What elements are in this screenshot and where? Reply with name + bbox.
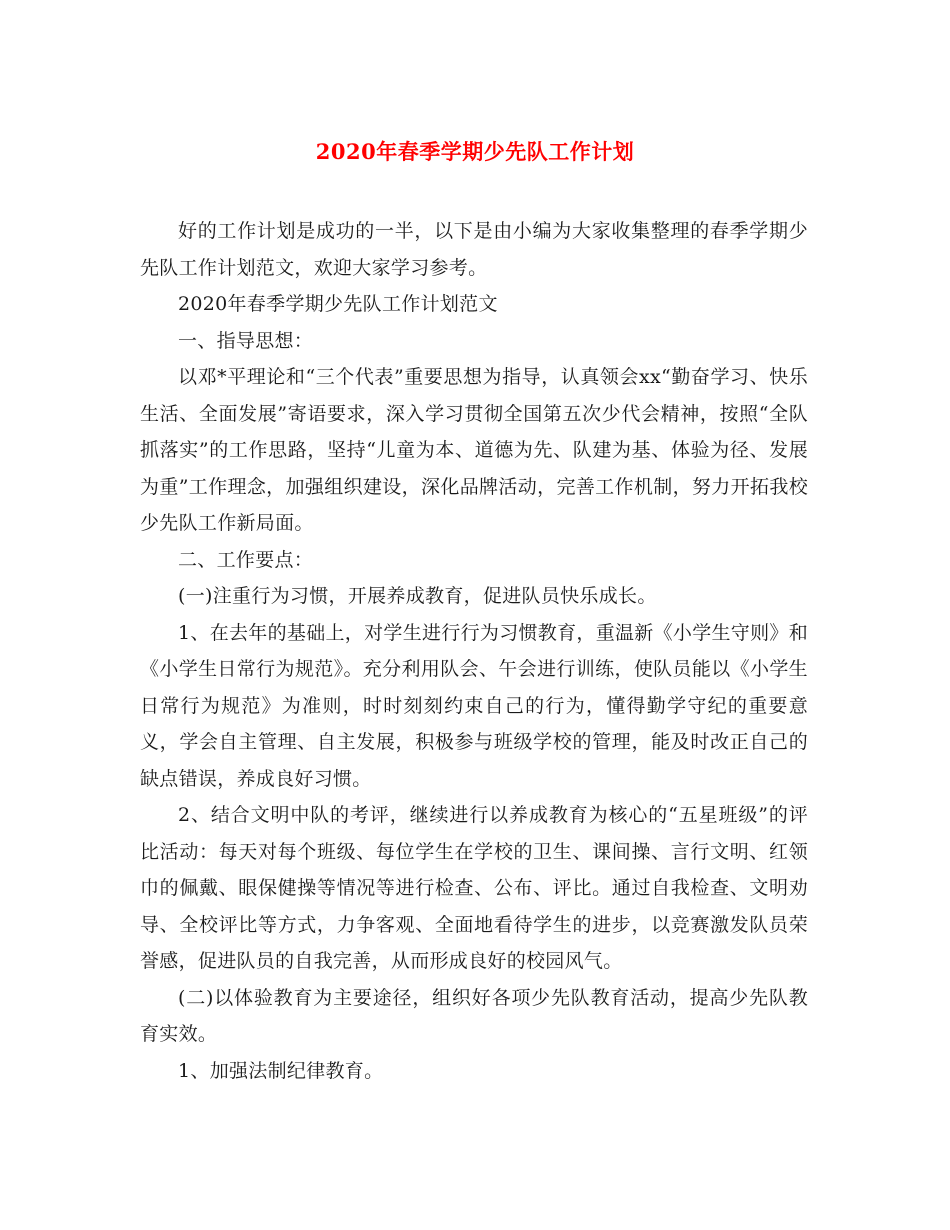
section-heading-work-points: 二、工作要点： — [178, 548, 314, 571]
section-heading-guiding-ideology: 一、指导思想： — [178, 329, 314, 352]
subsection-heading-2: (二)以体验教育为主要途径，组织好各项少先队教育活动，提高少先队教育实效。 — [140, 986, 808, 1045]
subtitle-paragraph: 2020年春季学期少先队工作计划范文 — [178, 293, 498, 315]
intro-paragraph: 好的工作计划是成功的一半，以下是由小编为大家收集整理的春季学期少先队工作计划范文，欢迎大家学习参考。 — [140, 220, 808, 279]
document-body — [140, 213, 808, 1089]
list-item-paragraph: 1、在去年的基础上，对学生进行行为习惯教育，重温新《小学生守则》和《小学生日常行为规范》。充分利用队会、午会进行训练，使队员能以《小学生日常行为规范》为准则，时时刻刻约束自己的行为，懂得勤学守纪的重要意义，学会自主管理、自主发展，积极参与班级学校的管理，能及时改正自己的缺点错误，养成良好习惯。 — [140, 621, 808, 790]
list-item-paragraph: 2、结合文明中队的考评，继续进行以养成教育为核心的“五星班级”的评比活动：每天对每个班级、每位学生在学校的卫生、课间操、言行文明、红领巾的佩戴、眼保健操等情况等进行检查、公布、评比。通过自我检查、文明劝导、全校评比等方式，力争客观、全面地看待学生的进步，以竞赛激发队员荣誉感，促进队员的自我完善，从而形成良好的校园风气。 — [140, 804, 808, 972]
list-item-paragraph: 1、加强法制纪律教育。 — [178, 1059, 384, 1082]
document-title: 2020年春季学期少先队工作计划 — [315, 139, 635, 164]
subsection-heading-1: (一)注重行为习惯，开展养成教育，促进队员快乐成长。 — [178, 585, 657, 607]
guiding-ideology-paragraph: 以邓*平理论和“三个代表”重要思想为指导，认真领会xx“勤奋学习、快乐生活、全面发展”寄语要求，深入学习贯彻全国第五次少代会精神，按照“全队抓落实”的工作思路，坚持“儿童为本、道德为先、队建为基、体验为径、发展为重”工作理念，加强组织建设，深化品牌活动，完善工作机制，努力开拓我校少先队工作新局面。 — [140, 366, 808, 534]
